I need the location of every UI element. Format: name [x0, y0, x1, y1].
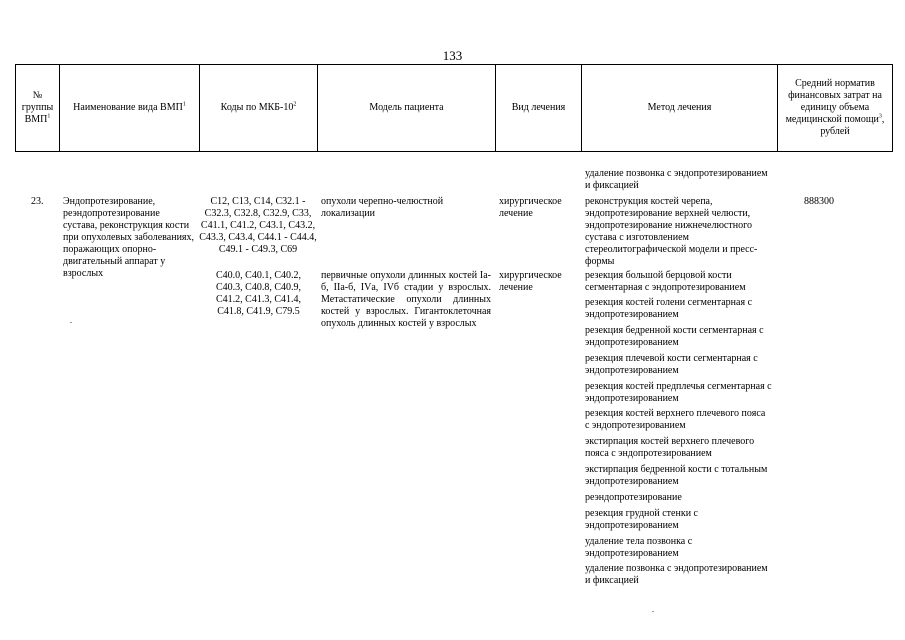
scan-speck — [652, 611, 654, 612]
method-item: реконструкция костей черепа, эндопротезирование верхней челюсти, эндопротезирование нижнечелюстного сустава с изготовлением стереолитографической модели и пресс-формы — [585, 196, 758, 267]
column-divider — [892, 64, 893, 152]
header-patient-model: Модель пациента — [369, 102, 444, 113]
header-icd-codes: Коды по МКБ-$10^2$ — [220, 101, 297, 113]
method-item: удаление позвонка с эндопротезированием и фиксацией — [585, 168, 768, 191]
vmp-name: Эндопротезирование, реэндопротезирование сустава, реконструкция кости при опухолевых заболеваниях, поражающих опорно-двигательный аппарат у взрослых — [63, 196, 195, 279]
header-vmp-name: Наименование вида ВМП$^1$ — [73, 101, 186, 113]
treatment-type: хирургическое лечение — [499, 270, 562, 293]
method-item: резекция плечевой кости сегментарная с эндопротезированием — [585, 353, 758, 376]
icd-codes: C40.0, C40.1, C40.2, C40.3, C40.8, C40.9, C41.2, C41.3, C41.4, C41.8, C41.9, C79.5 — [215, 270, 301, 317]
header-treatment-type: Вид лечения — [511, 102, 566, 113]
method-item: экстирпация костей верхнего плечевого пояса с эндопротезированием — [585, 436, 755, 459]
patient-model: первичные опухоли длинных костей Iа-б, IIа-б, IVа, IVб стадии у взрослых. Метастатические опухоли длинных костей у взрослых. Гигантоклеточная опухоль длинных костей у взрослых — [321, 270, 491, 329]
method-item: удаление тела позвонка с эндопротезированием — [585, 536, 693, 559]
header-treatment-method: Метод лечения — [647, 102, 712, 113]
method-item: резекция большой берцовой кости сегментарная с эндопротезированием — [585, 270, 746, 293]
patient-model: опухоли черепно-челюстной локализации — [321, 196, 444, 219]
method-item: резекция костей предплечья сегментарная с эндопротезированием — [585, 381, 772, 404]
header-group-number: № группы ВМП$^1$ — [21, 90, 54, 125]
group-number: 23. — [31, 196, 44, 207]
method-item: резекция костей верхнего плечевого пояса с эндопротезированием — [585, 408, 766, 431]
method-item: удаление позвонка с эндопротезированием и фиксацией — [585, 563, 768, 586]
method-item: резекция грудной стенки с эндопротезированием — [585, 508, 698, 531]
method-item: резекция бедренной кости сегментарная с эндопротезированием — [585, 325, 764, 348]
header-average-cost: Средний норматив финансовых затрат на единицу объема медицинской помощи$^3$, рублей — [785, 78, 885, 137]
average-cost: 888300 — [804, 196, 834, 207]
method-item: экстирпация бедренной кости с тотальным эндопротезированием — [585, 464, 768, 487]
method-item: реэндопротезирование — [585, 492, 682, 503]
icd-codes: C12, C13, C14, C32.1 - C32.3, C32.8, C32.9, C33, C41.1, C41.2, C43.1, C43.2, C43.3, C43.4, C44.1 - C44.4, C49.1 - C49.3, C69 — [199, 196, 317, 255]
page-number: 133 — [442, 48, 463, 63]
treatment-type: хирургическое лечение — [499, 196, 562, 219]
scan-speck — [70, 322, 72, 323]
method-item: резекция костей голени сегментарная с эндопротезированием — [585, 297, 753, 320]
